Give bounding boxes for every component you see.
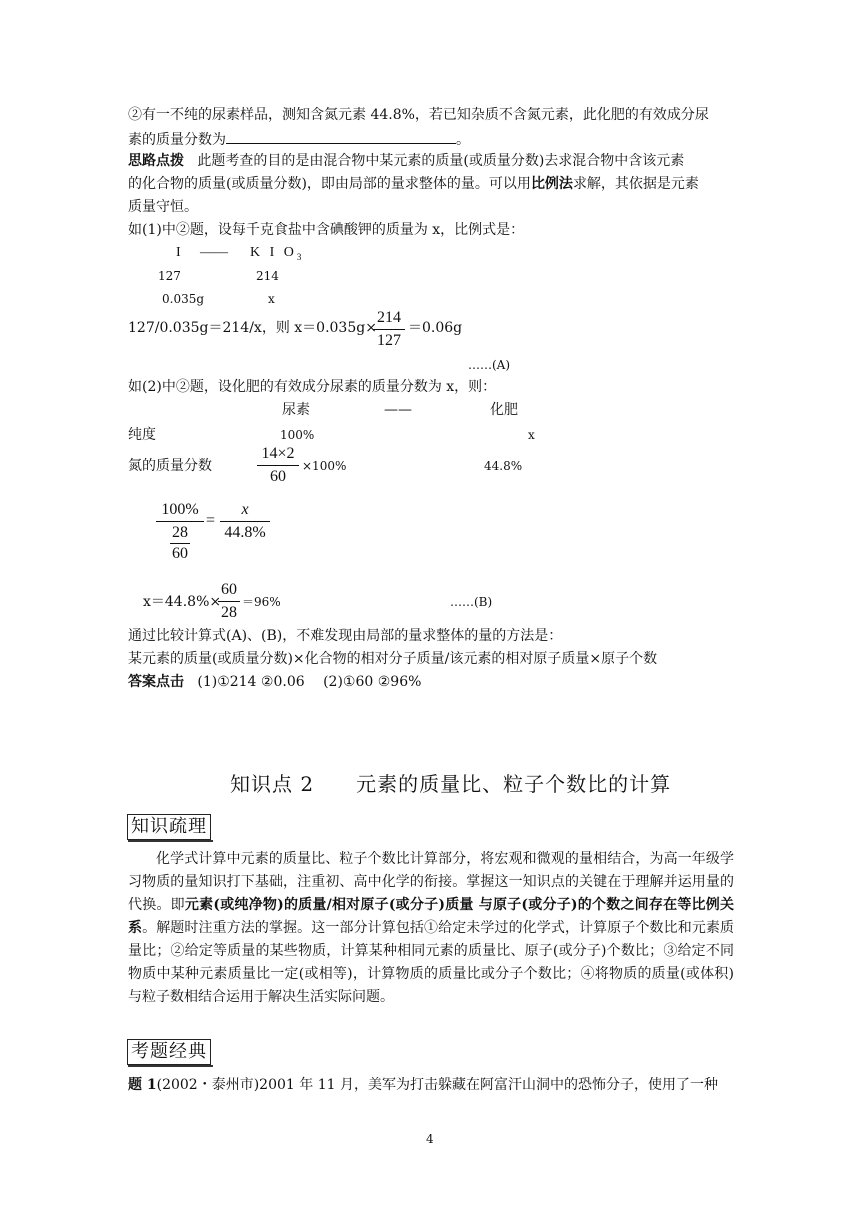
question-label: 题 1	[128, 1077, 157, 1093]
fraction-numerator: 60	[221, 581, 237, 598]
section-box-heading	[127, 814, 211, 840]
compound-subscript: 3	[296, 251, 305, 262]
fraction-denominator: 127	[377, 332, 401, 349]
calc-line-b: x＝44.8%×	[143, 594, 222, 610]
hint-line-3: 质量守恒。	[128, 199, 198, 215]
fraction-n	[257, 444, 299, 487]
box-heading-text: 考题经典	[131, 1041, 207, 1062]
question-text-cont	[128, 129, 470, 149]
fraction-numerator: 100%	[161, 501, 199, 518]
answer-label: 答案点击	[128, 674, 184, 690]
answer-blank	[226, 129, 456, 144]
fraction-bar	[373, 329, 405, 330]
purity-fertilizer: x	[528, 428, 535, 442]
box-heading-text: 知识疏理	[131, 816, 207, 837]
ratio-value-compound: x	[268, 292, 275, 306]
fraction-numerator: x	[241, 501, 249, 518]
ratio-mass-compound: 214	[256, 269, 279, 283]
hint-line-1	[128, 152, 684, 170]
question-text-prefix: 素的质量分数为	[128, 132, 226, 148]
inner-fraction-numerator: 28	[170, 523, 190, 544]
purity-urea: 100%	[280, 428, 315, 442]
paragraph-text: 化学式计算中元素的质量比、粒子个数比计算部分，将宏观和微观的量相结合，为高一年级学习物质的量知识打下基础，注重初、高中化学的衔接。掌握这一知识点的关键在于理解并运用量的代换。即	[128, 851, 734, 913]
paragraph-text: 。解题时注重方法的掌握。这一部分计算包括①给定未学过的化学式，计算原子个数比和元素质量比；②给定等质量的某些物质，计算某种相同元素的质量比、原子(或分子)个数比；③给定不同物质中某种元素质量比一定(或相等)，计算物质的质量比或分子个数比；④将物质的质量(或体积)与粒子数相结合运用于解决生活实际问题。	[128, 920, 735, 1005]
calc-result-a: ＝0.06g	[408, 320, 463, 336]
fraction-bar	[156, 521, 204, 522]
box-shadow	[128, 1065, 213, 1067]
equation-tag-a: ……(A)	[468, 358, 511, 372]
question-text: (2002・泰州市)2001 年 11 月，美军为打击躲藏在阿富汗山洞中的恐怖分子，使用了一种	[156, 1077, 718, 1093]
hint-label: 思路点拨	[128, 153, 184, 169]
col-header-dash: ——	[384, 402, 412, 418]
example-intro: 如(2)中②题，设化肥的有效成分尿素的质量分数为 x，则：	[128, 379, 497, 395]
comparison-text: 通过比较计算式(A)、(B)，不难发现由局部的量求整体的量的方法是：	[128, 628, 563, 644]
question-text-suffix: 。	[456, 132, 470, 148]
section-box-heading	[127, 1039, 211, 1065]
ratio-dash: ——	[200, 245, 228, 260]
fraction-bar	[218, 601, 240, 602]
fraction-bar	[257, 465, 299, 466]
hint-line-2	[128, 175, 699, 193]
calc-line-a: 127/0.035g＝214/x，则 x＝0.035g×	[128, 320, 377, 336]
row-label-n-fraction: 氮的质量分数	[128, 458, 212, 474]
equals-sign: =	[206, 512, 216, 529]
fraction-denominator: 28	[221, 604, 237, 621]
n-fraction-mult: ×100%	[302, 459, 347, 473]
fraction-bar	[220, 521, 270, 522]
ratio-value-element: 0.035g	[162, 292, 205, 306]
hint-bold: 比例法	[530, 176, 573, 192]
compound-fraction-left	[156, 500, 204, 564]
inner-fraction-denominator: 60	[172, 545, 188, 562]
compound-formula: K I O	[250, 245, 297, 260]
hint-text: 求解，其依据是元素	[572, 176, 699, 192]
fraction-right	[220, 500, 270, 543]
ratio-compound	[250, 244, 304, 266]
equation-tag-b: ……(B)	[450, 595, 493, 609]
example-intro: 如(1)中②题，设每千克食盐中含碘酸钾的质量为 x，比例式是：	[128, 222, 525, 238]
col-header-fertilizer: 化肥	[490, 402, 518, 418]
page-number: 4	[426, 1132, 434, 1146]
n-fraction-fertilizer: 44.8%	[484, 459, 523, 473]
fraction-denominator: 60	[270, 468, 286, 485]
question-text: ②有一不纯的尿素样品，测知含氮元素 44.8%，若已知杂质不含氮元素，此化肥的有效成分尿	[128, 107, 709, 123]
fraction-numerator: 214	[377, 309, 401, 326]
fraction-numerator: 14×2	[261, 445, 295, 462]
body-paragraph	[128, 848, 734, 1009]
hint-text: 此题考查的目的是由混合物中某元素的质量(或质量分数)去求混合物中含该元素	[197, 153, 685, 169]
answer-text: (1)①214 ②0.06 (2)①60 ②96%	[197, 674, 422, 690]
fraction-denominator: 44.8%	[224, 524, 266, 541]
fraction-b	[218, 580, 240, 623]
row-label-purity: 纯度	[128, 427, 156, 443]
calc-result-b: ＝96%	[242, 595, 281, 609]
answer-line	[128, 673, 421, 691]
formula-text: 某元素的质量(或质量分数)×化合物的相对分子质量/该元素的相对原子质量×原子个数	[128, 651, 658, 667]
question-line	[128, 1076, 718, 1094]
ratio-element: I	[176, 245, 181, 260]
col-header-urea: 尿素	[282, 402, 310, 418]
ratio-mass-element: 127	[158, 269, 181, 283]
paragraph-bold: 元素(或纯净物)的质量/相对原子(或分子)质量 与原子(或分子)的个数之间存在等比例关系	[128, 897, 735, 936]
hint-text: 的化合物的质量(或质量分数)，即由局部的量求整体的量。可以用	[128, 176, 531, 192]
fraction-a	[373, 308, 405, 351]
box-shadow	[128, 840, 213, 842]
section-title: 知识点 2 元素的质量比、粒子个数比的计算	[230, 772, 672, 796]
